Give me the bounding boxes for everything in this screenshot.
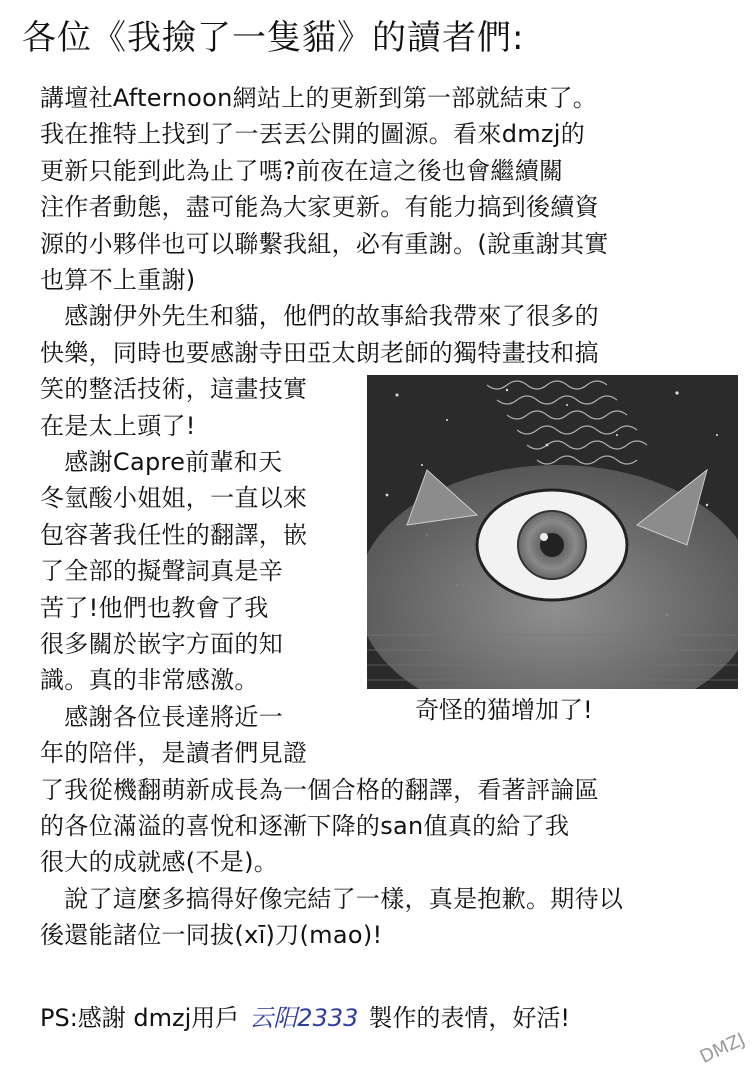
- body-line: 講壇社Afternoon網站上的更新到第一部就結束了。: [40, 84, 598, 112]
- body-line: 感謝各位長達將近一: [40, 703, 283, 731]
- body-line: 後還能諸位一同拔(xī)刀(mao)!: [40, 921, 383, 949]
- cat-eye-illustration: [367, 375, 738, 689]
- body-line: 更新只能到此為止了嗎?前夜在這之後也會繼續關: [40, 157, 564, 185]
- body-line: 感謝伊外先生和貓，他們的故事給我帶來了很多的: [40, 302, 599, 330]
- body-line: 感謝Capre前輩和天: [40, 448, 283, 476]
- body-line: 冬氫酸小姐姐，一直以來: [40, 484, 308, 512]
- body-line: 的各位滿溢的喜悅和逐漸下降的san值真的給了我: [40, 812, 570, 840]
- body-line: 年的陪伴，是讀者們見證: [40, 739, 308, 767]
- body-line: 了全部的擬聲詞真是辛: [40, 557, 283, 585]
- postscript: [40, 1002, 570, 1034]
- body-line: 很大的成就感(不是)。: [40, 848, 279, 876]
- body-line: 笑的整活技術，這畫技實: [40, 375, 308, 403]
- body-line: 源的小夥伴也可以聯繫我組，必有重謝。(說重謝其實: [40, 230, 609, 258]
- body-line: 也算不上重謝): [40, 266, 196, 294]
- figure-caption: 奇怪的猫增加了!: [415, 696, 593, 724]
- body-line: 注作者動態，盡可能為大家更新。有能力搞到後續資: [40, 193, 599, 221]
- ps-username: 云阳2333: [249, 1004, 359, 1032]
- body-line: 了我從機翻萌新成長為一個合格的翻譯，看著評論區: [40, 776, 599, 804]
- ps-prefix: PS:感謝 dmzj用戶: [40, 1004, 240, 1032]
- body-line: 識。真的非常感激。: [40, 666, 259, 694]
- body-line: 很多關於嵌字方面的知: [40, 630, 283, 658]
- body-line: 快樂，同時也要感謝寺田亞太朗老師的獨特畫技和搞: [40, 339, 599, 367]
- site-watermark: DMZJ: [696, 1029, 749, 1068]
- page-title: 各位《我撿了一隻貓》的讀者們:: [22, 18, 525, 58]
- body-line: 說了這麼多搞得好像完結了一樣，真是抱歉。期待以: [40, 885, 624, 913]
- body-line: 包容著我任性的翻譯，嵌: [40, 521, 308, 549]
- body-line: 苦了!他們也教會了我: [40, 594, 269, 622]
- body-line: 我在推特上找到了一丟丟公開的圖源。看來dmzj的: [40, 120, 586, 148]
- body-line: 在是太上頭了!: [40, 412, 196, 440]
- ps-suffix: 製作的表情，好活!: [368, 1004, 571, 1032]
